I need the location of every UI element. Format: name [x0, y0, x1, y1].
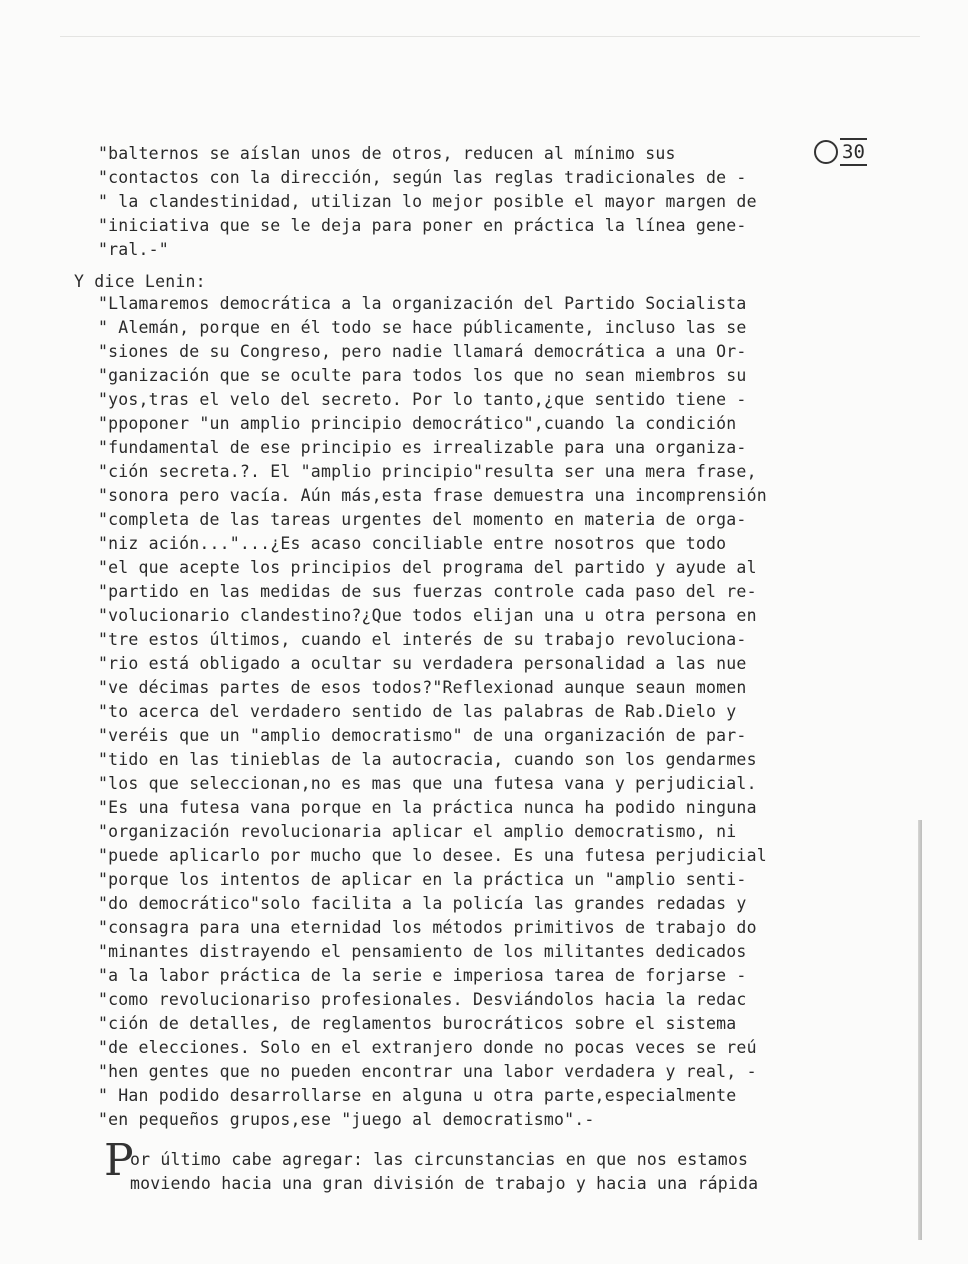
drop-cap: P [104, 1135, 134, 1186]
text-line: "yos,tras el velo del secreto. Por lo tanto,¿que sentido tiene - [98, 390, 747, 409]
text-line: "completa de las tareas urgentes del momento en materia de orga- [98, 510, 747, 529]
text-line: "minantes distrayendo el pensamiento de los militantes dedicados [98, 942, 747, 961]
text-line: "el que acepte los principios del programa del partido y ayude al [98, 558, 757, 577]
text-line: "tido en las tinieblas de la autocracia, cuando son los gendarmes [98, 750, 757, 769]
page-edge-shadow [918, 820, 922, 1240]
section-intro: Y dice Lenin: [74, 272, 206, 291]
text-line: "porque los intentos de aplicar en la práctica un "amplio senti- [98, 870, 747, 889]
text-line: " Han podido desarrollarse en alguna u otra parte,especialmente [98, 1086, 737, 1105]
text-line: "tre estos últimos, cuando el interés de su trabajo revoluciona- [98, 630, 747, 649]
text-line: "consagra para una eternidad los métodos primitivos de trabajo do [98, 918, 757, 937]
text-line: "do democrático"solo facilita a la policía las grandes redadas y [98, 894, 747, 913]
page-top-edge [60, 36, 920, 37]
text-line: " la clandestinidad, utilizan lo mejor posible el mayor margen de [98, 192, 757, 211]
text-line: "organización revolucionaria aplicar el amplio democratismo, ni [98, 822, 737, 841]
text-line: "los que seleccionan,no es mas que una futesa vana y perjudicial. [98, 774, 757, 793]
text-line: "ve décimas partes de esos todos?"Reflexionad aunque seaun momen [98, 678, 747, 697]
text-line: "a la labor práctica de la serie e imperiosa tarea de forjarse - [98, 966, 747, 985]
page-number-value: 30 [840, 138, 867, 166]
text-line: "ral.-" [98, 240, 169, 259]
text-line: "en pequeños grupos,ese "juego al democratismo".- [98, 1110, 595, 1129]
text-line: "ppoponer "un amplio principio democrático",cuando la condición [98, 414, 737, 433]
text-line: "veréis que un "amplio democratismo" de una organización de par- [98, 726, 747, 745]
circled-mark-icon [814, 140, 838, 164]
text-line: "como revolucionariso profesionales. Desviándolos hacia la redac [98, 990, 747, 1009]
text-line: "iniciativa que se le deja para poner en práctica la línea gene- [98, 216, 747, 235]
text-line: " Alemán, porque en él todo se hace públicamente, incluso las se [98, 318, 747, 337]
text-line: "contactos con la dirección, según las reglas tradicionales de - [98, 168, 747, 187]
text-line: "to acerca del verdadero sentido de las palabras de Rab.Dielo y [98, 702, 737, 721]
text-line: "niz ación..."...¿Es acaso conciliable entre nosotros que todo [98, 534, 727, 553]
text-line: "ganización que se oculte para todos los que no sean miembros su [98, 366, 747, 385]
text-line: moviendo hacia una gran división de trabajo y hacia una rápida [130, 1174, 759, 1193]
text-line: "rio está obligado a ocultar su verdadera personalidad a las nue [98, 654, 747, 673]
text-line: "Llamaremos democrática a la organización del Partido Socialista [98, 294, 747, 313]
text-line: "sonora pero vacía. Aún más,esta frase demuestra una incomprensión [98, 486, 767, 505]
text-line: "balternos se aíslan unos de otros, reducen al mínimo sus [98, 144, 676, 163]
text-line: "puede aplicarlo por mucho que lo desee. Es una futesa perjudicial [98, 846, 767, 865]
page-number [814, 138, 872, 168]
text-line: "ción de detalles, de reglamentos burocráticos sobre el sistema [98, 1014, 737, 1033]
text-line: "de elecciones. Solo en el extranjero donde no pocas veces se reú [98, 1038, 757, 1057]
text-line: "siones de su Congreso, pero nadie llamará democrática a una Or- [98, 342, 747, 361]
text-line: "fundamental de ese principio es irrealizable para una organiza- [98, 438, 747, 457]
text-line: or último cabe agregar: las circunstancias en que nos estamos [130, 1150, 749, 1169]
text-line: "partido en las medidas de sus fuerzas controle cada paso del re- [98, 582, 757, 601]
text-line: "ción secreta.?. El "amplio principio"resulta ser una mera frase, [98, 462, 757, 481]
text-line: "Es una futesa vana porque en la práctica nunca ha podido ninguna [98, 798, 757, 817]
text-line: "volucionario clandestino?¿Que todos elijan una u otra persona en [98, 606, 757, 625]
text-line: "hen gentes que no pueden encontrar una labor verdadera y real, - [98, 1062, 757, 1081]
